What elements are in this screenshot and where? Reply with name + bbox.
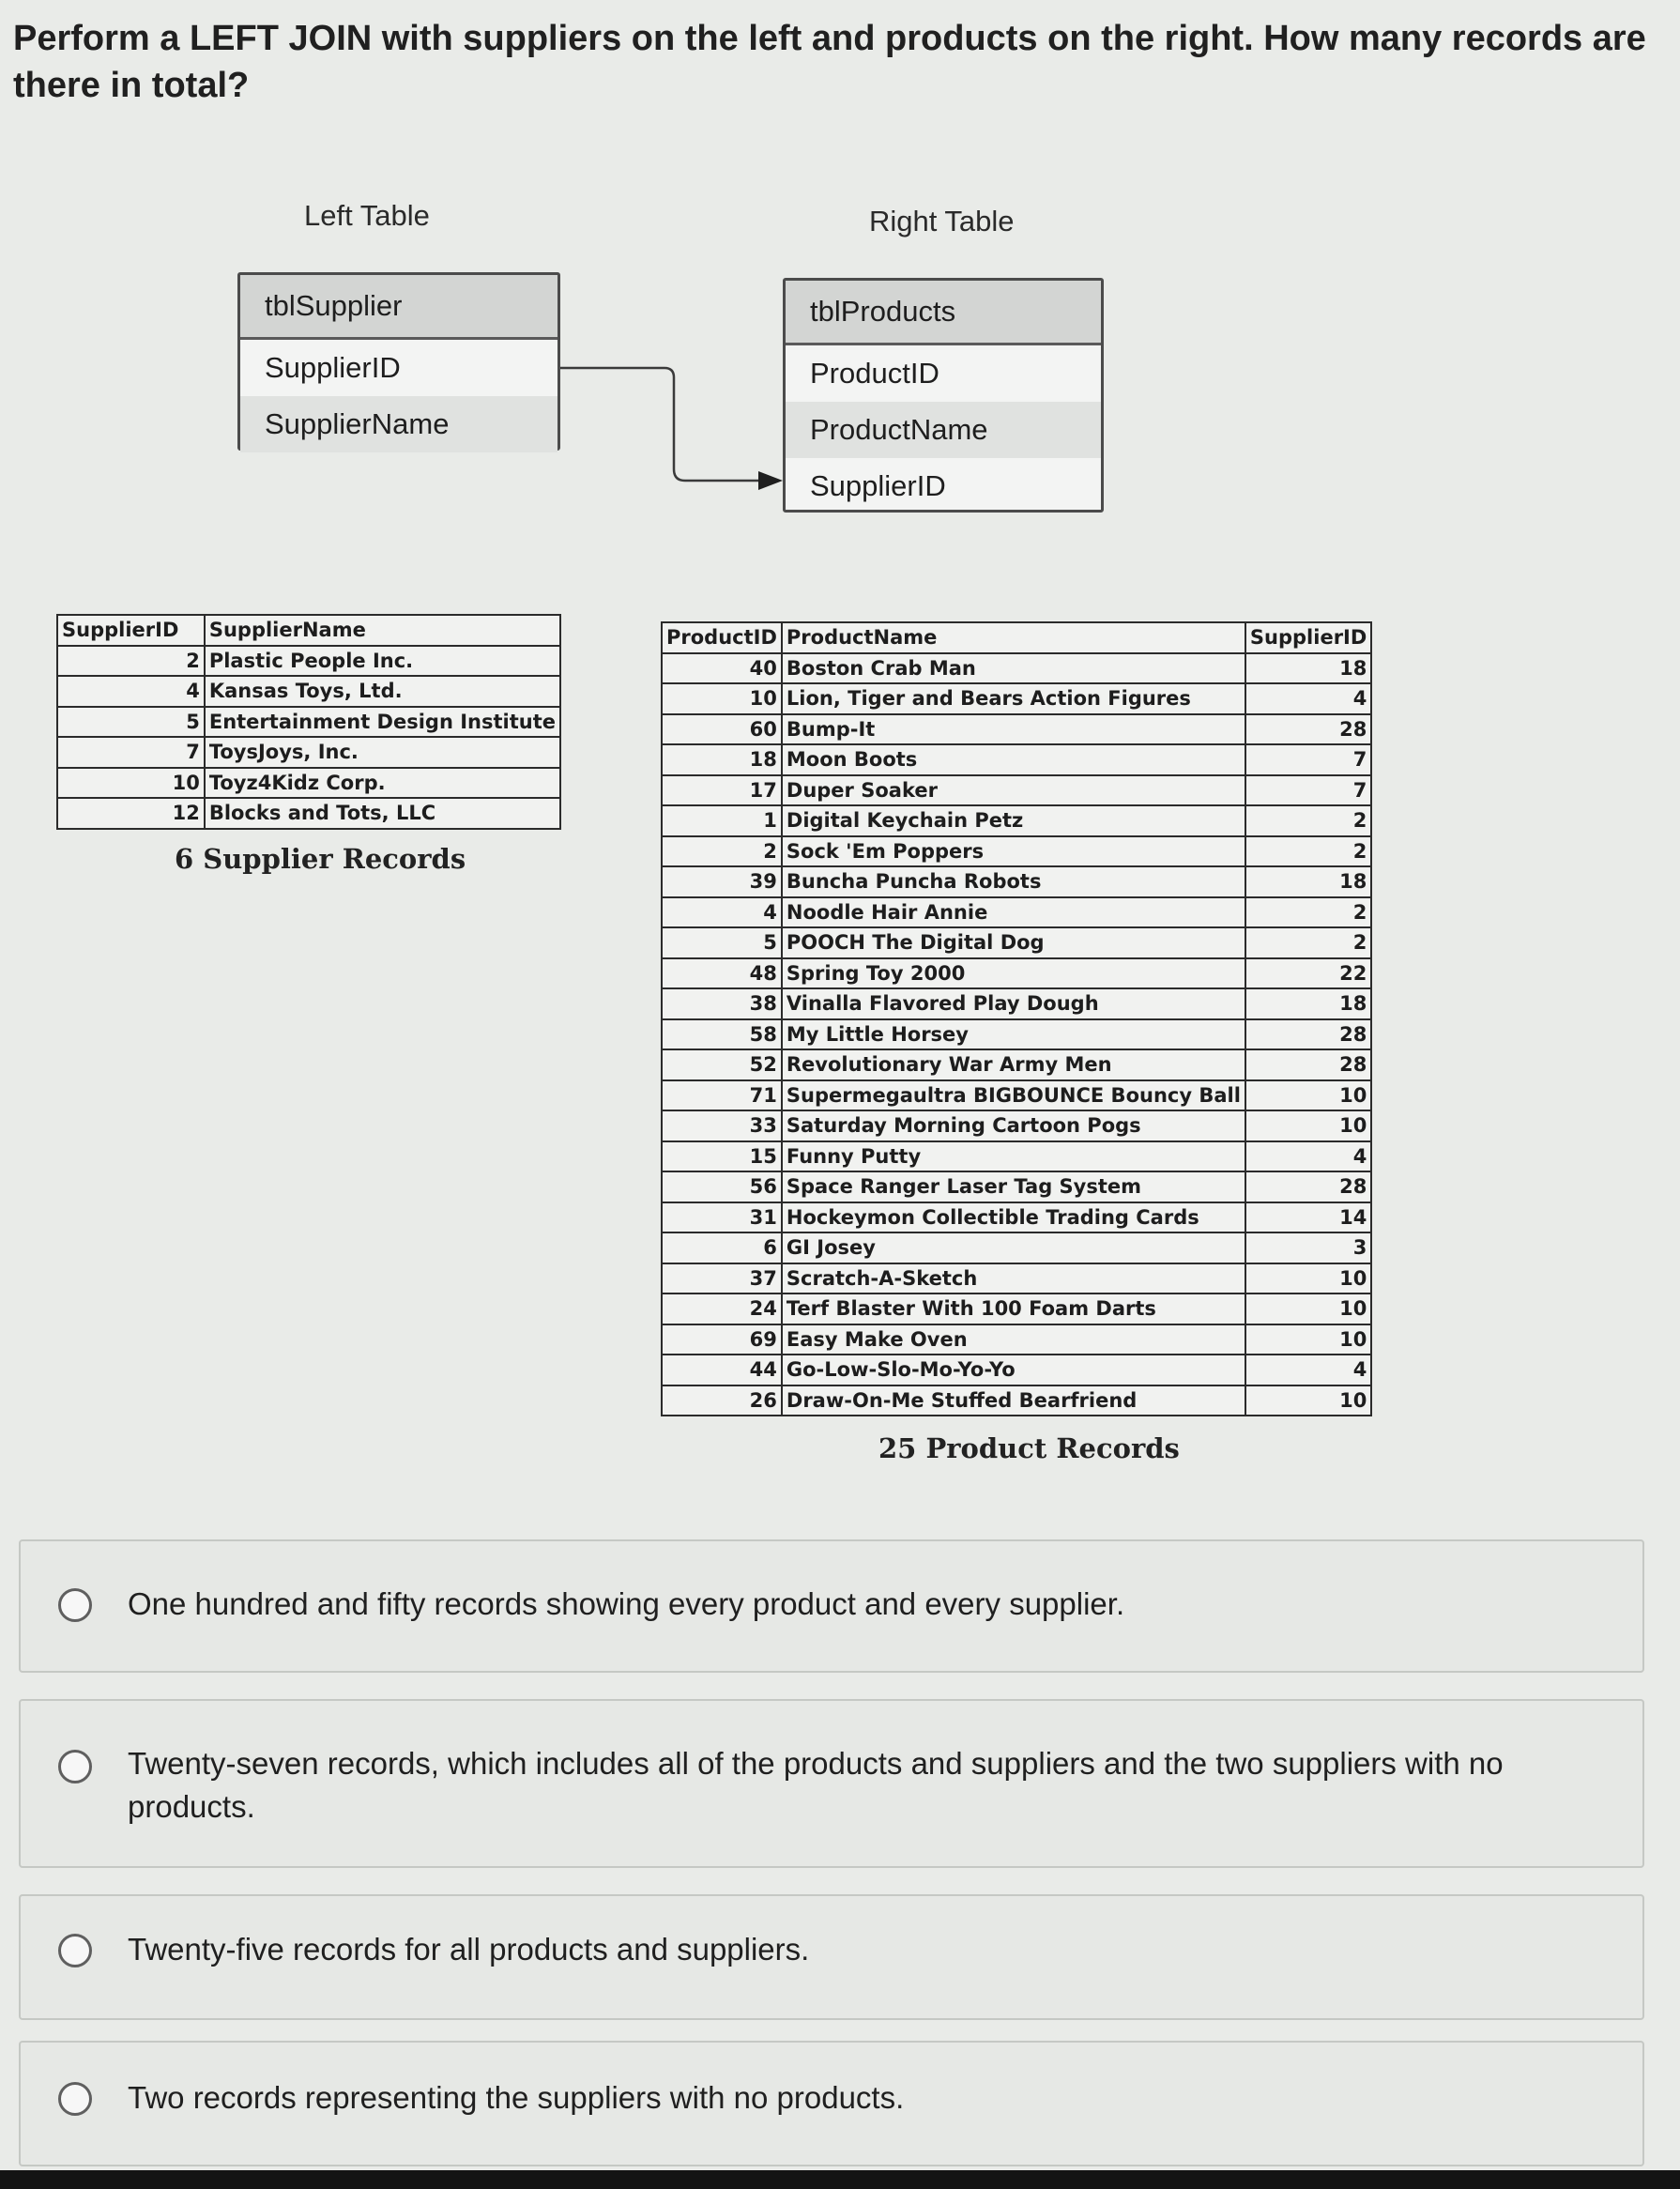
table-cell: 52 [662,1049,782,1080]
table-cell: 40 [662,653,782,684]
table-cell: Draw-On-Me Stuffed Bearfriend [782,1385,1245,1416]
table-cell: Toyz4Kidz Corp. [205,768,560,799]
radio-button[interactable] [58,1750,92,1783]
table-cell: 10 [1245,1110,1371,1141]
table-cell: 6 [662,1232,782,1263]
table-row [662,897,1371,928]
column-header: ProductID [662,622,782,653]
table-cell: Revolutionary War Army Men [782,1049,1245,1080]
table-cell: 24 [662,1294,782,1324]
table-cell: 10 [57,768,205,799]
arrowhead-icon [758,471,783,490]
table-cell: Supermegaultra BIGBOUNCE Bouncy Ball [782,1080,1245,1111]
table-cell: Duper Soaker [782,775,1245,806]
supplier-entity-field: SupplierID [265,351,401,384]
table-row [662,1080,1371,1111]
table-cell: Vinalla Flavored Play Dough [782,988,1245,1019]
table-row [662,1385,1371,1416]
table-cell: ToysJoys, Inc. [205,737,560,768]
table-row [57,646,560,677]
table-cell: Moon Boots [782,744,1245,775]
column-header: SupplierName [205,615,560,646]
table-row [662,805,1371,836]
table-cell: 39 [662,866,782,897]
answer-option-4[interactable] [19,2041,1644,2166]
radio-button[interactable] [58,1588,92,1622]
table-cell: Blocks and Tots, LLC [205,798,560,829]
table-cell: 2 [662,836,782,867]
table-cell: Hockeymon Collectible Trading Cards [782,1202,1245,1233]
table-cell: POOCH The Digital Dog [782,927,1245,958]
answer-option-text[interactable]: One hundred and fifty records showing every product and every supplier. [128,1586,1125,1621]
table-cell: 18 [1245,988,1371,1019]
table-cell: 48 [662,958,782,989]
table-header-row [57,615,560,646]
table-row [662,714,1371,745]
table-row [662,1232,1371,1263]
column-header: ProductName [782,622,1245,653]
products-entity-field: SupplierID [810,469,946,502]
table-cell: 2 [57,646,205,677]
table-cell: Scratch-A-Sketch [782,1263,1245,1294]
table-cell: 69 [662,1324,782,1355]
table-cell: 2 [1245,927,1371,958]
answer-option-2[interactable] [19,1699,1644,1868]
radio-button[interactable] [58,2082,92,2116]
table-cell: 2 [1245,897,1371,928]
table-row [57,768,560,799]
table-cell: 18 [1245,866,1371,897]
table-cell: 10 [1245,1385,1371,1416]
table-row [662,653,1371,684]
table-row [662,683,1371,714]
table-cell: Plastic People Inc. [205,646,560,677]
supplier-entity-field: SupplierName [240,396,557,452]
table-cell: Buncha Puncha Robots [782,866,1245,897]
table-cell: Entertainment Design Institute [205,707,560,738]
table-cell: 38 [662,988,782,1019]
table-cell: 37 [662,1263,782,1294]
table-row [662,1263,1371,1294]
table-cell: 26 [662,1385,782,1416]
table-cell: 18 [662,744,782,775]
table-cell: 7 [57,737,205,768]
screen-edge [0,2170,1680,2189]
table-cell: 18 [1245,653,1371,684]
table-row [662,1294,1371,1324]
table-cell: 4 [1245,683,1371,714]
table-cell: 4 [1245,1355,1371,1385]
table-cell: 71 [662,1080,782,1111]
table-row [662,1110,1371,1141]
table-cell: 7 [1245,744,1371,775]
table-cell: 1 [662,805,782,836]
products-entity-title: tblProducts [786,281,1101,345]
table-cell: 10 [1245,1324,1371,1355]
answer-option-text[interactable]: Two records representing the suppliers with no products. [128,2080,905,2115]
products-entity-field: ProductID [810,357,939,390]
table-cell: 10 [662,683,782,714]
table-row [57,676,560,707]
table-cell: Kansas Toys, Ltd. [205,676,560,707]
answer-option-3[interactable] [19,1894,1644,2020]
column-header: SupplierID [1245,622,1371,653]
table-row [57,798,560,829]
table-cell: Bump-It [782,714,1245,745]
table-row [662,988,1371,1019]
table-cell: 28 [1245,1049,1371,1080]
table-cell: Lion, Tiger and Bears Action Figures [782,683,1245,714]
table-row [662,1049,1371,1080]
answer-option-text[interactable]: Twenty-five records for all products and suppliers. [128,1932,810,1967]
question-text: Perform a LEFT JOIN with suppliers on the left and products on the right. How many records are there in total? [13,19,1646,105]
table-cell: 4 [662,897,782,928]
table-cell: 15 [662,1141,782,1172]
table-row [57,737,560,768]
table-cell: 28 [1245,1171,1371,1202]
table-cell: 28 [1245,714,1371,745]
table-cell: 10 [1245,1263,1371,1294]
table-cell: 28 [1245,1019,1371,1050]
table-cell: 10 [1245,1294,1371,1324]
left-table-label: Left Table [304,199,430,232]
table-cell: Boston Crab Man [782,653,1245,684]
table-row [662,1019,1371,1050]
answer-option-1[interactable] [19,1539,1644,1673]
right-table-label: Right Table [869,205,1015,237]
table-cell: Digital Keychain Petz [782,805,1245,836]
table-cell: 56 [662,1171,782,1202]
table-row [662,866,1371,897]
table-cell: 5 [662,927,782,958]
table-row [662,836,1371,867]
supplier-entity-title: tblSupplier [240,275,557,340]
table-cell: 44 [662,1355,782,1385]
table-row [662,958,1371,989]
table-cell: 31 [662,1202,782,1233]
table-row [662,1324,1371,1355]
table-cell: 5 [57,707,205,738]
table-row [662,1355,1371,1385]
supplier-table [56,614,561,830]
table-cell: 3 [1245,1232,1371,1263]
table-cell: Terf Blaster With 100 Foam Darts [782,1294,1245,1324]
table-cell: 60 [662,714,782,745]
table-cell: Saturday Morning Cartoon Pogs [782,1110,1245,1141]
table-cell: My Little Horsey [782,1019,1245,1050]
table-cell: 17 [662,775,782,806]
radio-button[interactable] [58,1934,92,1967]
table-cell: 33 [662,1110,782,1141]
table-row [662,1202,1371,1233]
table-cell: 12 [57,798,205,829]
answer-option-text[interactable]: Twenty-seven records, which includes all of the products and suppliers and the two suppliers with no products. [128,1746,1504,1824]
table-cell: 2 [1245,805,1371,836]
table-cell: 2 [1245,836,1371,867]
table-cell: GI Josey [782,1232,1245,1263]
table-cell: Easy Make Oven [782,1324,1245,1355]
column-header: SupplierID [57,615,205,646]
table-row [662,775,1371,806]
products-table [661,621,1372,1416]
table-cell: 7 [1245,775,1371,806]
table-cell: 58 [662,1019,782,1050]
table-row [57,707,560,738]
table-cell: 4 [1245,1141,1371,1172]
table-cell: Space Ranger Laser Tag System [782,1171,1245,1202]
table-cell: Noodle Hair Annie [782,897,1245,928]
table-row [662,744,1371,775]
table-header-row [662,622,1371,653]
table-cell: Go-Low-Slo-Mo-Yo-Yo [782,1355,1245,1385]
products-entity-field: ProductName [786,402,1101,458]
table-cell: 4 [57,676,205,707]
table-row [662,1171,1371,1202]
table-cell: Sock 'Em Poppers [782,836,1245,867]
supplier-record-count: 6 Supplier Records [175,843,466,875]
table-row [662,1141,1371,1172]
product-record-count: 25 Product Records [878,1432,1180,1464]
table-row [662,927,1371,958]
table-cell: 10 [1245,1080,1371,1111]
table-cell: 14 [1245,1202,1371,1233]
table-cell: Spring Toy 2000 [782,958,1245,989]
table-cell: Funny Putty [782,1141,1245,1172]
table-cell: 22 [1245,958,1371,989]
